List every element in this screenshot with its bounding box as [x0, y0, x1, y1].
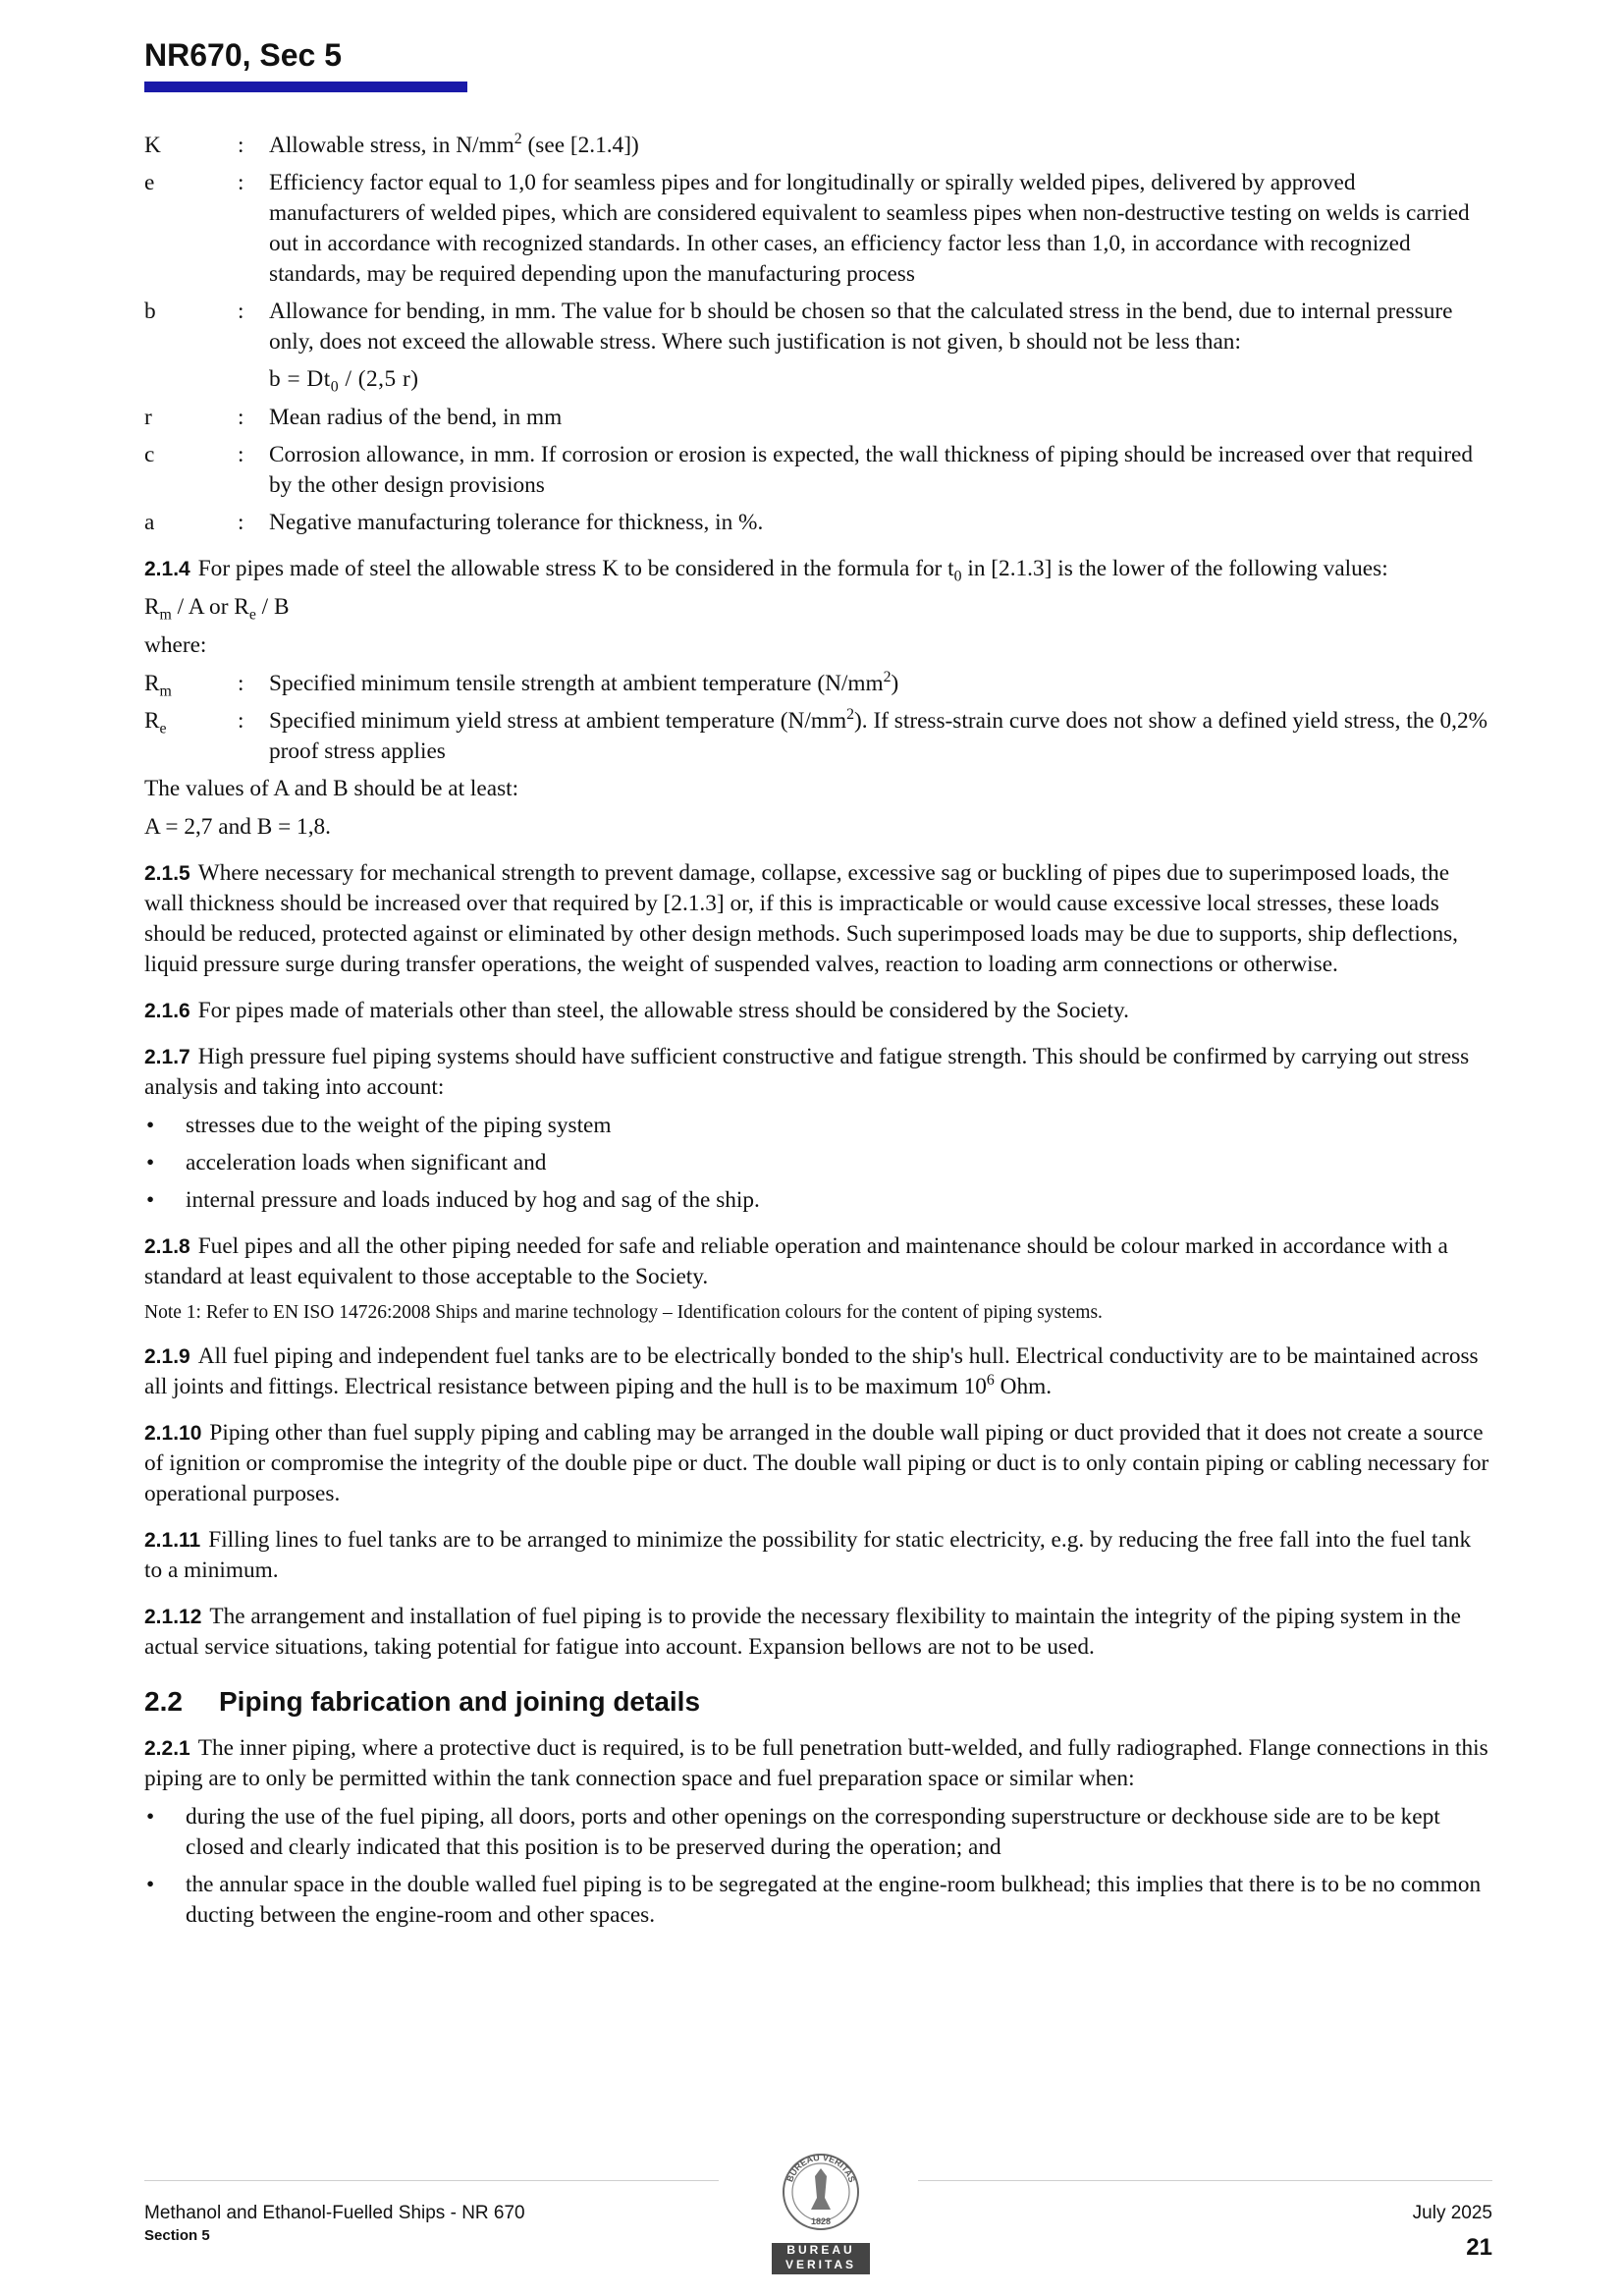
definition-text: Specified minimum tensile strength at ambient temperature $(N/mm^2)$: [269, 669, 899, 696]
definition-text: Mean radius of the bend, in mm: [269, 405, 563, 430]
definition-row: [144, 168, 1489, 290]
section-heading-2-2: 2.2 Piping fabrication and joining details: [144, 1686, 701, 1717]
paragraph-number: 2.1.11: [144, 1529, 201, 1552]
bullet-icon: •: [146, 1187, 155, 1213]
definition-symbol: b: [144, 299, 156, 324]
paragraph-2-1-4: 2.1.4 For pipes made of steel the allowable stress K to be considered in the formula for $t_0$ in [2.1.3] is the lower of the following values:: [144, 556, 1388, 585]
definition-text: Specified minimum yield stress at ambient temperature $(N/mm^2)$. If stress-strain curve does not show a defined yield stress, the 0,2% proof stress applies: [269, 706, 1488, 764]
definition-row: [144, 669, 1489, 699]
paragraph-2-1-10: 2.1.10 Piping other than fuel supply piping and cabling may be arranged in the double wall piping or duct provided that it does not create a source of ignition or compromise the integrity of the double pipe or duct. The double wall piping or duct is to only contain piping or cabling necessary for operational purposes.: [144, 1420, 1489, 1506]
footer-document-info: [144, 2202, 525, 2247]
list-item: • acceleration loads when significant and: [144, 1148, 1489, 1178]
list-item: • the annular space in the double walled fuel piping is to be segregated at the engine-room bulkhead; this implies that there is to be no common ducting between the engine-room and other spaces.: [144, 1870, 1489, 1931]
definition-colon: :: [238, 405, 244, 430]
footer-divider-left: [144, 2180, 719, 2181]
logo-wordmark: BUREAU VERITAS: [772, 2243, 870, 2274]
bullet-icon: •: [146, 1804, 155, 1830]
where-label: where:: [144, 632, 207, 658]
page-header-title: NR670, Sec 5: [144, 37, 343, 73]
values-line: The values of A and B should be at least:: [144, 776, 519, 801]
paragraph-number: 2.2.1: [144, 1737, 190, 1760]
header-accent-bar: [144, 82, 467, 92]
footer-date: July 2025: [1412, 2203, 1492, 2223]
footer-section-label: Section 5: [144, 2227, 210, 2244]
bureau-veritas-logo: [772, 2147, 870, 2274]
definition-symbol: $R_m$: [144, 671, 172, 700]
list-item: • stresses due to the weight of the piping system: [144, 1111, 1489, 1141]
bullet-icon: •: [146, 1113, 155, 1138]
list-item: • during the use of the fuel piping, all doors, ports and other openings on the corresponding superstructure or deckhouse side are to be kept closed and clearly indicated that this position is to be preserved during the operation; and: [144, 1802, 1489, 1863]
paragraph-number: 2.1.5: [144, 862, 190, 885]
definition-text: Negative manufacturing tolerance for thickness, in %.: [269, 510, 764, 535]
definition-colon: :: [238, 442, 244, 467]
definition-symbol: c: [144, 442, 155, 467]
logo-seal-icon: [772, 2147, 870, 2243]
list-item: • internal pressure and loads induced by hog and sag of the ship.: [144, 1185, 1489, 1216]
document-body: [144, 131, 1489, 1938]
definition-colon: :: [238, 671, 244, 696]
definition-colon: :: [238, 708, 244, 734]
definition-row: [144, 403, 1489, 433]
svg-text:BUREAU VERITAS: BUREAU VERITAS: [784, 2152, 857, 2184]
footer-divider-right: [918, 2180, 1492, 2181]
formula-bending: $b = Dt_0 / (2,5$ r): [269, 366, 419, 396]
paragraph-number: 2.1.7: [144, 1046, 190, 1068]
definition-symbol: $R_e$: [144, 708, 167, 738]
paragraph-2-1-7: 2.1.7 High pressure fuel piping systems should have sufficient constructive and fatigue strength. This should be confirmed by carrying out stress analysis and taking into account:: [144, 1044, 1470, 1100]
definition-colon: :: [238, 299, 244, 324]
paragraph-number: 2.1.4: [144, 558, 190, 580]
definition-text: Allowable stress, in $N/mm^2$ (see [2.1.4]): [269, 131, 639, 158]
paragraph-number: 2.1.8: [144, 1235, 190, 1258]
definition-row: [144, 508, 1489, 538]
definition-row: [144, 706, 1489, 767]
note-1: Note 1: Refer to EN ISO 14726:2008 Ships and marine technology – Identification colours for the content of piping systems.: [144, 1302, 1103, 1323]
paragraph-number: 2.1.12: [144, 1606, 202, 1628]
paragraph-number: 2.1.6: [144, 1000, 190, 1022]
definition-symbol: r: [144, 405, 152, 430]
bullet-icon: •: [146, 1872, 155, 1897]
paragraph-2-1-5: 2.1.5 Where necessary for mechanical strength to prevent damage, collapse, excessive sag or buckling of pipes due to superimposed loads, the wall thickness should be increased over that required by [2.1.3] or, if this is impracticable or would cause excessive local stresses, these loads should be reduced, protected against or eliminated by other design methods. Such superimposed loads may be due to supports, ship deflections, liquid pressure surge during transfer operations, the weight of suspended valves, reaction to loading arm connections or otherwise.: [144, 860, 1458, 977]
paragraph-2-1-9: 2.1.9 All fuel piping and independent fuel tanks are to be electrically bonded to the ship's hull. Electrical conductivity are to be maintained across all joints and fittings. Electrical resistance between piping and the hull is to be maximum $10^6$ Ohm.: [144, 1343, 1479, 1399]
definition-text: Efficiency factor equal to 1,0 for seamless pipes and for longitudinally or spirally welded pipes, delivered by approved manufacturers of welded pipes, which are considered equivalent to seamless pipes when non-destructive testing on welds is carried out in accordance with recognized standards. In other cases, an efficiency factor less than 1,0, in accordance with recognized standards, may be required depending upon the manufacturing process: [269, 170, 1470, 287]
formula-allowable-stress: $R_m$ / A or $R_e$ / B: [144, 594, 290, 624]
footer-document-title: Methanol and Ethanol-Fuelled Ships - NR 670: [144, 2203, 525, 2223]
paragraph-2-1-12: 2.1.12 The arrangement and installation of fuel piping is to provide the necessary flexibility to maintain the integrity of the piping system in the actual service situations, taking potential for fatigue into account. Expansion bellows are not to be used.: [144, 1604, 1461, 1660]
paragraph-2-1-11: 2.1.11 Filling lines to fuel tanks are to be arranged to minimize the possibility for static electricity, e.g. by reducing the free fall into the fuel tank to a minimum.: [144, 1527, 1472, 1583]
definition-symbol: a: [144, 510, 155, 535]
paragraph-number: 2.1.9: [144, 1345, 190, 1368]
definition-colon: :: [238, 510, 244, 535]
definition-symbol: e: [144, 170, 155, 195]
footer-date-page: [1413, 2202, 1492, 2259]
definition-colon: :: [238, 133, 244, 158]
definition-row: [144, 131, 1489, 161]
definition-row: [144, 440, 1489, 501]
definition-text: Corrosion allowance, in mm. If corrosion or erosion is expected, the wall thickness of piping should be increased over that required by the other design provisions: [269, 442, 1473, 498]
paragraph-2-1-6: 2.1.6 For pipes made of materials other than steel, the allowable stress should be considered by the Society.: [144, 998, 1129, 1023]
bullet-icon: •: [146, 1150, 155, 1175]
definition-symbol: K: [144, 133, 161, 158]
definition-row: [144, 297, 1489, 357]
svg-text:1828: 1828: [810, 2216, 832, 2226]
ab-values-line: A = 2,7 and B = 1,8.: [144, 814, 332, 840]
definition-text: Allowance for bending, in mm. The value for b should be chosen so that the calculated stress in the bend, due to internal pressure only, does not exceed the allowable stress. Where such justification is not given, b should not be less than:: [269, 299, 1453, 355]
definition-colon: :: [238, 170, 244, 195]
paragraph-2-2-1: 2.2.1 The inner piping, where a protective duct is required, is to be full penetration butt-welded, and fully radiographed. Flange connections in this piping are to only be permitted within the tank connection space and fuel preparation space or similar when:: [144, 1735, 1488, 1791]
page-number: 21: [1466, 2234, 1492, 2261]
paragraph-2-1-8: 2.1.8 Fuel pipes and all the other piping needed for safe and reliable operation and maintenance should be colour marked in accordance with a standard at least equivalent to those acceptable to the Society.: [144, 1233, 1448, 1289]
paragraph-number: 2.1.10: [144, 1422, 202, 1445]
